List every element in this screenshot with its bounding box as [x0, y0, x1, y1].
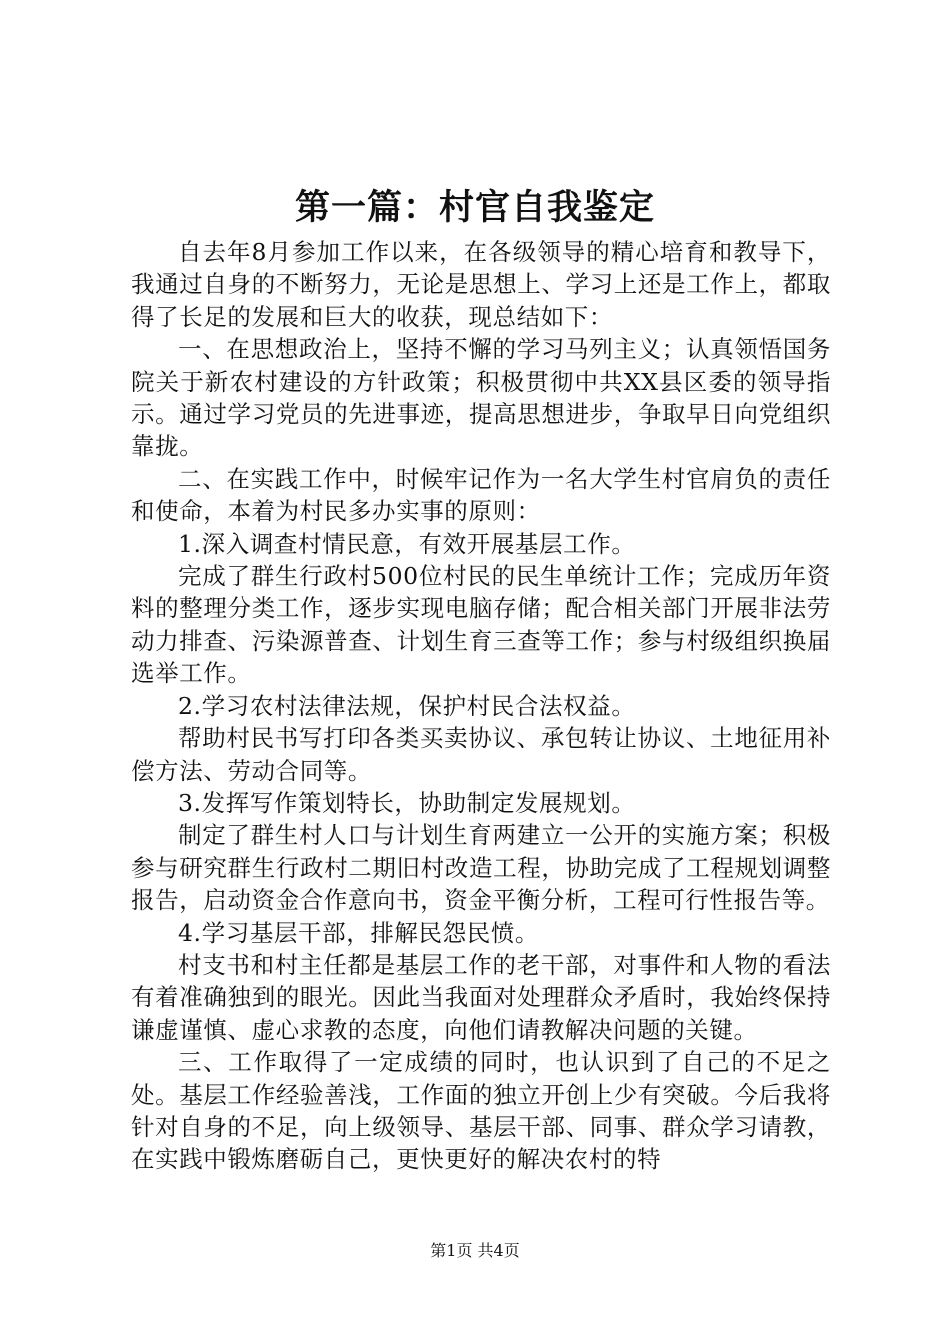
- paragraph-item-1-body: 完成了群生行政村500位村民的民生单统计工作；完成历年资料的整理分类工作，逐步实现电脑存储；配合相关部门开展非法劳动力排查、污染源普查、计划生育三查等工作；参与村级组织换届选举工作。: [131, 562, 831, 688]
- paragraph-section-three: 三、工作取得了一定成绩的同时，也认识到了自己的不足之处。基层工作经验善浅，工作面的独立开创上少有突破。今后我将针对自身的不足，向上级领导、基层干部、同事、群众学习请教，在实践中锻炼磨砺自己，更快更好的解决农村的特: [131, 1048, 831, 1174]
- paragraph-section-two: 二、在实践工作中，时候牢记作为一名大学生村官肩负的责任和使命，本着为村民多办实事的原则：: [131, 464, 831, 526]
- paragraph-section-one: 一、在思想政治上，坚持不懈的学习马列主义；认真领悟国务院关于新农村建设的方针政策；积极贯彻中共XX县区委的领导指示。通过学习党员的先进事迹，提高思想进步，争取早日向党组织靠拢。: [131, 335, 831, 461]
- paragraph-item-3-body: 制定了群生村人口与计划生育两建立一公开的实施方案；积极参与研究群生行政村二期旧村改造工程，协助完成了工程规划调整报告，启动资金合作意向书，资金平衡分析，工程可行性报告等。: [131, 821, 831, 915]
- paragraph-intro: 自去年8月参加工作以来，在各级领导的精心培育和教导下，我通过自身的不断努力，无论是思想上、学习上还是工作上，都取得了长足的发展和巨大的收获，现总结如下：: [131, 238, 831, 331]
- paragraph-item-4-heading: 4.学习基层干部，排解民怨民愤。: [178, 918, 540, 947]
- paragraph-item-2-heading: 2.学习农村法律法规，保护村民合法权益。: [178, 691, 636, 720]
- document-title: 第一篇：村官自我鉴定: [294, 187, 655, 228]
- paragraph-item-1-heading: 1.深入调查村情民意，有效开展基层工作。: [178, 529, 636, 558]
- paragraph-item-2-body: 帮助村民书写打印各类买卖协议、承包转让协议、土地征用补偿方法、劳动合同等。: [131, 724, 831, 785]
- document-body: [131, 236, 831, 1176]
- paragraph-item-4-body: 村支书和村主任都是基层工作的老干部，对事件和人物的看法有着准确独到的眼光。因此当我面对处理群众矛盾时，我始终保持谦虚谨慎、虚心求教的态度，向他们请教解决问题的关键。: [131, 950, 831, 1044]
- page-footer: 第1页 共4页: [430, 1241, 520, 1260]
- paragraph-item-3-heading: 3.发挥写作策划特长，协助制定发展规划。: [178, 788, 636, 817]
